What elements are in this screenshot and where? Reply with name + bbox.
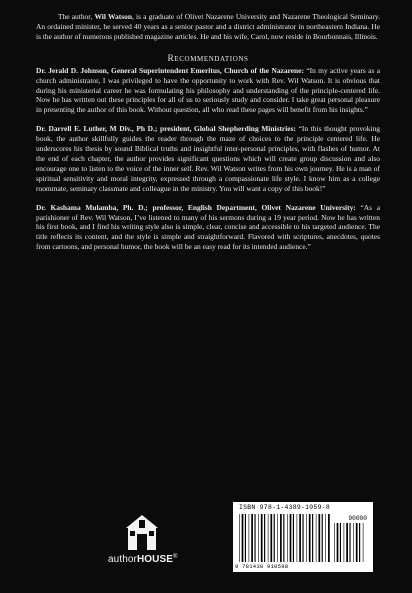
barcode-bar xyxy=(316,514,317,562)
isbn-barcode xyxy=(233,502,373,572)
author-bio xyxy=(36,12,380,42)
barcode-bar xyxy=(287,514,288,562)
barcode-bar xyxy=(312,514,313,562)
barcode-bar xyxy=(258,514,259,562)
recommendation-quote: “As a parishioner of Rev. Wil Watson, I’ve listened to many of his sermons during a 19 year period. Now he has written his first book, and I find his writing style also is simple, clear, concise and accessible to his targeted audience. The title reflects its content, and the style is simple and straightforward. Flavored with scriptures, anecdotes, quotes from cartoons, and personal humor, the book will be an easy read for its intended audience.” xyxy=(36,202,381,252)
barcode-digits: 9 781438 910598 xyxy=(235,563,289,570)
barcode-bar xyxy=(309,514,311,562)
back-cover-text xyxy=(36,12,380,261)
barcode-bar xyxy=(242,514,244,562)
barcode-bar xyxy=(306,514,307,562)
recommendation-2 xyxy=(36,124,380,193)
barcode-bar xyxy=(346,523,348,562)
barcode-bar xyxy=(264,514,265,562)
authorhouse-house-icon xyxy=(126,512,158,550)
barcode-bar xyxy=(297,514,298,562)
barcode-bar xyxy=(322,514,323,562)
barcode-bar xyxy=(283,514,284,562)
barcode-bar xyxy=(349,523,350,562)
registered-mark: ® xyxy=(173,554,178,560)
ean5-barcode xyxy=(334,523,366,562)
barcode-bar xyxy=(328,514,330,562)
recommender-name: Dr. Jerald D. Johnson, General Superintendent Emeritus, Church of the Nazarene: xyxy=(36,65,304,75)
barcode-bar xyxy=(261,514,263,562)
barcode-bar xyxy=(363,523,364,562)
barcode-bar xyxy=(245,514,246,562)
barcode-bar xyxy=(277,514,278,562)
barcode-bar xyxy=(270,514,272,562)
wordmark-author: author xyxy=(108,554,137,565)
publisher-logo xyxy=(108,512,204,572)
barcode-bar xyxy=(274,514,275,562)
barcode-bar xyxy=(239,514,240,562)
recommendation-quote: “In my active years as a church administrator, I was privileged to have the opportunity to work with Rev. Wil Watson. It is obvious that during his ministerial career he was formulating his philosophy and understanding of the principle-centered life. Now he has written out these principles for all of us to seriously study and consider. I take great personal pleasure in presenting the author of this book. Without question, all who read these pages will benefit from his insights.” xyxy=(36,65,380,115)
barcode-bar xyxy=(249,514,250,562)
barcode-bar xyxy=(340,523,341,562)
barcode-bar xyxy=(356,523,358,562)
price-code: 90000 xyxy=(348,515,367,522)
barcode-bar xyxy=(251,514,253,562)
recommendation-quote: “In this thought provoking book, the author skillfully guides the reader through the maze of choices to the principle centered life. He underscores his thesis by sound Biblical truths and insightful inter-personal principles, with flashes of humor. At the end of each chapter, the author provides significant questions which will create group discussion and also encourage one to listen to the voice of the inner self. Rev. Wil Watson writes from his own journey. He is a man of spiritual sensitivity and moral integrity, expressed through a compassionate life style. I know him as a college roommate, seminary classmate and colleague in the ministry. You will want a copy of this book!” xyxy=(36,124,381,193)
publisher-wordmark xyxy=(108,554,204,565)
barcode-bar xyxy=(318,514,320,562)
barcode-bar xyxy=(254,514,255,562)
barcode-bar xyxy=(359,523,360,562)
isbn-number: ISBN 978-1-4389-1059-8 xyxy=(239,504,330,511)
recommendations-heading: Recommendations xyxy=(167,53,249,64)
barcode-bar xyxy=(337,523,339,562)
ean13-barcode xyxy=(239,514,331,562)
barcode-bar xyxy=(268,514,269,562)
barcode-bar xyxy=(293,514,294,562)
recommender-name: Dr. Kashama Mulamba, Ph. D.; professor, English Department, Olivet Nazarene University: xyxy=(36,202,356,212)
barcode-bar xyxy=(353,523,354,562)
barcode-bar xyxy=(344,523,345,562)
barcode-bar xyxy=(290,514,292,562)
barcode-bar xyxy=(280,514,282,562)
bio-body: , is a graduate of Olivet Nazarene University and Nazarene Theological Seminary. An ordained minister, he served 40 years as a senior pastor and a district administrator in northeastern Indiana. He is the author of numerous published magazine articles. He and his wife, Carol, now reside in Bourbonnais, Illinois. xyxy=(36,12,381,41)
recommender-name: Dr. Darrell E. Luther, M Div., Ph D.; president, Global Shepherding Ministries: xyxy=(36,124,296,134)
author-name: Wil Watson xyxy=(94,12,132,21)
recommendation-3 xyxy=(36,203,380,253)
wordmark-house: HOUSE xyxy=(136,554,174,565)
recommendation-1 xyxy=(36,66,380,116)
barcode-bar xyxy=(299,514,301,562)
barcode-bar xyxy=(325,514,326,562)
barcode-bar xyxy=(334,523,335,562)
bio-lead: The author, xyxy=(58,12,95,21)
barcode-bar xyxy=(302,514,303,562)
